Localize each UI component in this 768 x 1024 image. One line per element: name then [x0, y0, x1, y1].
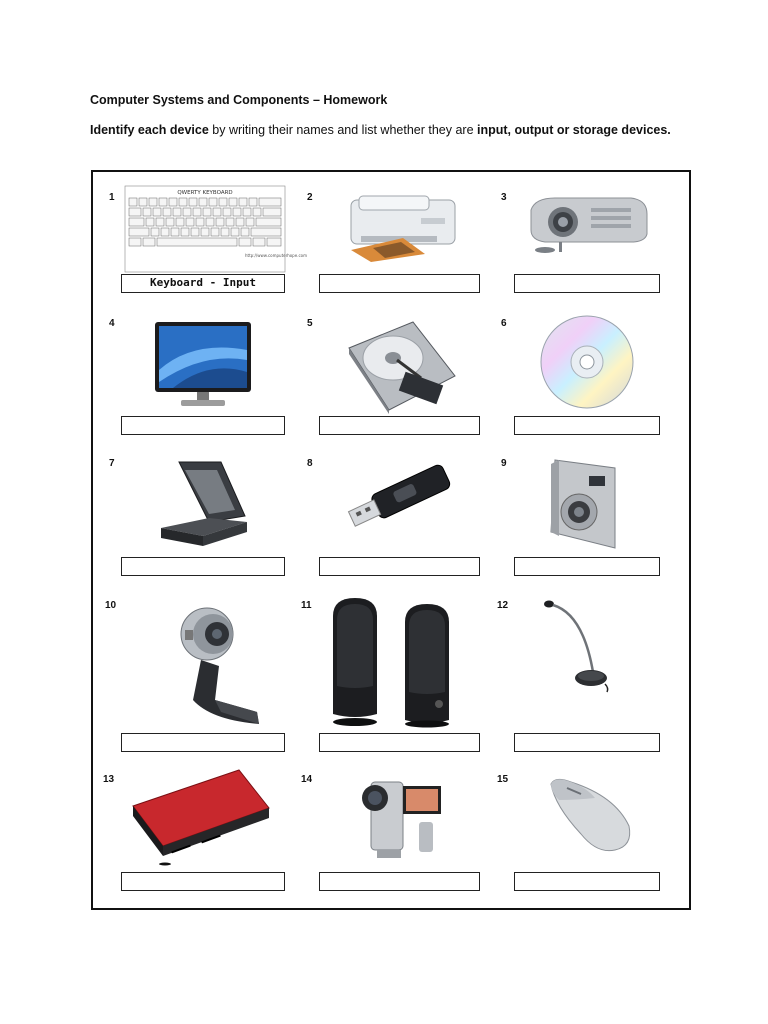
item-number-1: 1 [109, 192, 115, 203]
usb-flash-drive-image [343, 462, 455, 532]
printer-image [341, 192, 463, 264]
answer-box-1[interactable]: Keyboard - Input [121, 274, 285, 293]
item-number-14: 14 [301, 774, 313, 785]
projector-image [525, 190, 651, 256]
item-number-6: 6 [501, 318, 507, 329]
answer-box-12[interactable] [514, 733, 660, 752]
answer-box-8[interactable] [319, 557, 480, 576]
item-number-7: 7 [109, 458, 115, 469]
item-number-10: 10 [105, 600, 117, 611]
scanner-image [159, 458, 249, 550]
answer-box-2[interactable] [319, 274, 480, 293]
speakers-image [329, 596, 455, 728]
svg-text:http://www.computerhope.com: http://www.computerhope.com [245, 253, 307, 258]
microphone-image [541, 596, 613, 692]
answer-box-6[interactable] [514, 416, 660, 435]
instructions [90, 123, 671, 137]
answer-box-13[interactable] [121, 872, 285, 891]
answer-box-7[interactable] [121, 557, 285, 576]
answer-box-5[interactable] [319, 416, 480, 435]
instruction-emphasis-1: Identify each device [90, 123, 209, 137]
item-number-12: 12 [497, 600, 509, 611]
item-number-4: 4 [109, 318, 115, 329]
monitor-image [153, 320, 253, 410]
answer-box-9[interactable] [514, 557, 660, 576]
answer-box-14[interactable] [319, 872, 480, 891]
answer-box-15[interactable] [514, 872, 660, 891]
cd-disc-image [539, 314, 635, 410]
keyboard-image [125, 186, 307, 272]
item-number-9: 9 [501, 458, 507, 469]
video-camera-image [359, 768, 447, 866]
instruction-emphasis-2: input, output or storage devices. [477, 123, 671, 137]
item-number-13: 13 [103, 774, 115, 785]
mouse-image [545, 776, 633, 854]
webcam-image [171, 600, 265, 728]
hard-drive-image [341, 318, 459, 414]
worksheet-title: Computer Systems and Components – Homework [90, 93, 388, 107]
answer-box-4[interactable] [121, 416, 285, 435]
keyboard-caption: QWERTY KEYBOARD [177, 190, 233, 196]
answer-box-3[interactable] [514, 274, 660, 293]
digital-camera-image [545, 454, 623, 550]
answer-box-11[interactable] [319, 733, 480, 752]
item-number-8: 8 [307, 458, 313, 469]
answer-box-10[interactable] [121, 733, 285, 752]
card-reader-image [129, 766, 271, 866]
item-number-15: 15 [497, 774, 509, 785]
instruction-text: by writing their names and list whether they are [208, 123, 477, 137]
item-number-3: 3 [501, 192, 507, 203]
item-number-5: 5 [307, 318, 313, 329]
item-number-2: 2 [307, 192, 313, 203]
item-number-11: 11 [301, 600, 312, 611]
worksheet-frame [91, 170, 691, 910]
